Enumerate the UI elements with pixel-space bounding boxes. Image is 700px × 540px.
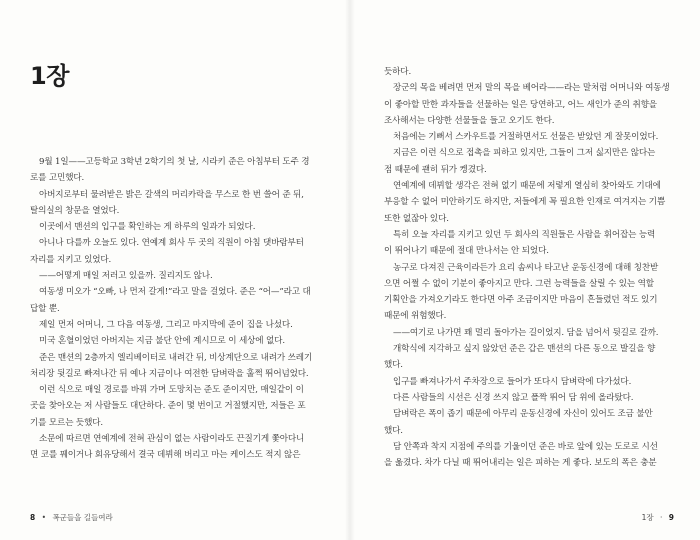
text-line: 로를 고민했다. xyxy=(30,173,85,184)
text-line: 아버지로부터 물려받은 밝은 갈색의 머리카락을 무스로 한 번 쓸어 준 뒤, xyxy=(39,189,304,200)
text-line: 9월 1일——고등학교 3학년 2학기의 첫 날, 시라키 준은 아침부터 도주 경 xyxy=(39,157,310,167)
text-line: 답할 뿐. xyxy=(30,303,60,314)
right-folio xyxy=(642,512,674,523)
book-title-running-head: 폭군들을 길들여라 xyxy=(52,513,113,522)
text-line: 면 코를 꿰이거나 회유당해서 결국 데뷔해 버리고 마는 케이스도 적지 않은 xyxy=(30,450,301,461)
text-line: 했다. xyxy=(384,425,403,436)
text-line: 기획안을 가져오기라도 한다면 아주 조금이지만 마음이 흔들렸던 적도 있기 xyxy=(384,295,658,306)
text-line: 장군의 목을 베려면 먼저 말의 목을 베어라——라는 말처럼 어머니와 여동생 xyxy=(393,83,670,94)
text-line: 조사해서는 다양한 선물들을 들고 오기도 한다. xyxy=(384,115,555,126)
text-line: 이 좋아할 만한 과자들을 선물하는 일은 당연하고, 어느 새인가 준의 취향을 xyxy=(384,99,657,110)
chapter-title: 1장 xyxy=(30,62,69,90)
text-line: 이 뛰어나기 때문에 절대 만나서는 안 되었다. xyxy=(384,246,549,257)
text-line: 제일 먼저 어머니, 그 다음 여동생, 그리고 마지막에 준이 집을 나섰다. xyxy=(39,319,293,330)
folio-separator: · xyxy=(660,513,663,522)
text-line: 지금은 이런 식으로 접촉을 피하고 있지만, 그들이 그저 싫지만은 않다는 xyxy=(393,148,656,159)
text-line: 특히 오늘 자리를 지키고 있던 두 회사의 직원들은 사람을 휘어잡는 능력 xyxy=(393,229,656,240)
text-line: 듯하다. xyxy=(384,67,412,77)
text-line: 기를 모르는 듯했다. xyxy=(30,417,103,428)
text-line: ——어떻게 매일 저러고 있을까. 질리지도 않나. xyxy=(39,271,213,282)
text-line: 준은 맨션의 2층까지 엘리베이터로 내려간 뒤, 비상계단으로 내려가 쓰레기 xyxy=(39,352,313,363)
text-line: 여동생 미오가 “오빠, 나 먼저 갈게!”라고 말을 걸었다. 준은 “어—”라고 대 xyxy=(39,287,311,298)
text-line: 담 안쪽과 착지 지점에 주의를 기울이던 준은 바로 앞에 있는 도로로 시선 xyxy=(393,441,658,452)
text-line: ——여기로 나가면 꽤 멀리 돌아가는 길이었지. 담을 넘어서 뒷길로 갈까. xyxy=(393,327,659,338)
text-line: 탈의실의 창문을 열었다. xyxy=(30,205,120,216)
left-body-text xyxy=(30,154,324,464)
text-line: 곳을 찾아오는 저 사람들도 대단하다. 준이 몇 번이고 거절했지만, 저들은 포 xyxy=(30,401,306,412)
text-line: 담벼락은 폭이 좁기 때문에 아무리 운동신경에 자신이 있어도 조금 불안 xyxy=(393,409,653,420)
text-line: 또한 없잖아 있다. xyxy=(384,213,449,224)
text-line: 부응할 수 없어 미안하기도 하지만, 저들에게 꼭 필요한 인재로 여겨지는 기쁨 xyxy=(384,197,666,208)
text-line: 이런 식으로 매일 경로를 바꿔 가며 도망치는 준도 준이지만, 매일같이 이 xyxy=(39,385,304,396)
text-line: 다른 사람들의 시선은 신경 쓰지 않고 폴짝 뛰어 담 위에 올라탔다. xyxy=(393,392,634,403)
text-line: 처리장 뒷길로 빠져나간 뒤 예나 지금이나 여전한 담벼락을 훌쩍 뛰어넘었다. xyxy=(30,368,309,379)
text-line: 개학식에 지각하고 싶지 않았던 준은 갑은 맨션의 다른 동으로 발길을 향 xyxy=(393,344,656,355)
folio-separator: • xyxy=(41,513,47,522)
text-line: 점 때문에 괜히 뒤가 켕겼다. xyxy=(384,164,487,175)
text-line: 자리를 지키고 있었다. xyxy=(30,254,112,265)
text-line: 입구를 빠져나가서 주차장으로 들어가 또다시 담벼락에 다가섰다. xyxy=(393,376,632,387)
text-line: 아니나 다를까 오늘도 있다. 연예계 회사 두 곳의 직원이 아침 댓바람부터 xyxy=(39,238,304,249)
right-body-text xyxy=(384,64,674,471)
text-line: 으면 어쩔 수 없이 기분이 좋아지고 만다. 그런 능력들을 살릴 수 있는 역할 xyxy=(384,278,654,289)
page-number: 8 xyxy=(30,513,36,522)
text-line: 처음에는 기뻐서 스카우트를 거절하면서도 선물은 받았던 게 잘못이었다. xyxy=(393,132,659,143)
right-page xyxy=(350,0,700,540)
text-line: 연예계에 데뷔할 생각은 전혀 없기 때문에 저렇게 열심히 찾아와도 기대에 xyxy=(393,181,661,192)
left-folio xyxy=(30,512,113,523)
text-line: 을 옮겼다. 차가 다닐 때 뛰어내리는 일은 피하는 게 좋다. 보도의 폭은 충분 xyxy=(384,458,657,469)
text-line: 소문에 따르면 연예계에 전혀 관심이 없는 사람이라도 끈질기게 쫓아다니 xyxy=(39,434,305,445)
text-line: 미국 혼혈이었던 아버지는 지금 불단 안에 계시므로 이 세상에 없다. xyxy=(39,336,285,347)
text-line: 이곳에서 맨션의 입구를 확인하는 게 하루의 일과가 되었다. xyxy=(39,222,256,233)
text-line: 했다. xyxy=(384,360,403,371)
text-line: 농구로 다져진 근육이라든가 요리 솜씨나 타고난 운동신경에 대해 칭찬받 xyxy=(393,262,659,273)
text-line: 때문에 위험했다. xyxy=(384,311,447,322)
page-number: 9 xyxy=(668,513,674,522)
chapter-running-head: 1장 xyxy=(641,513,654,522)
